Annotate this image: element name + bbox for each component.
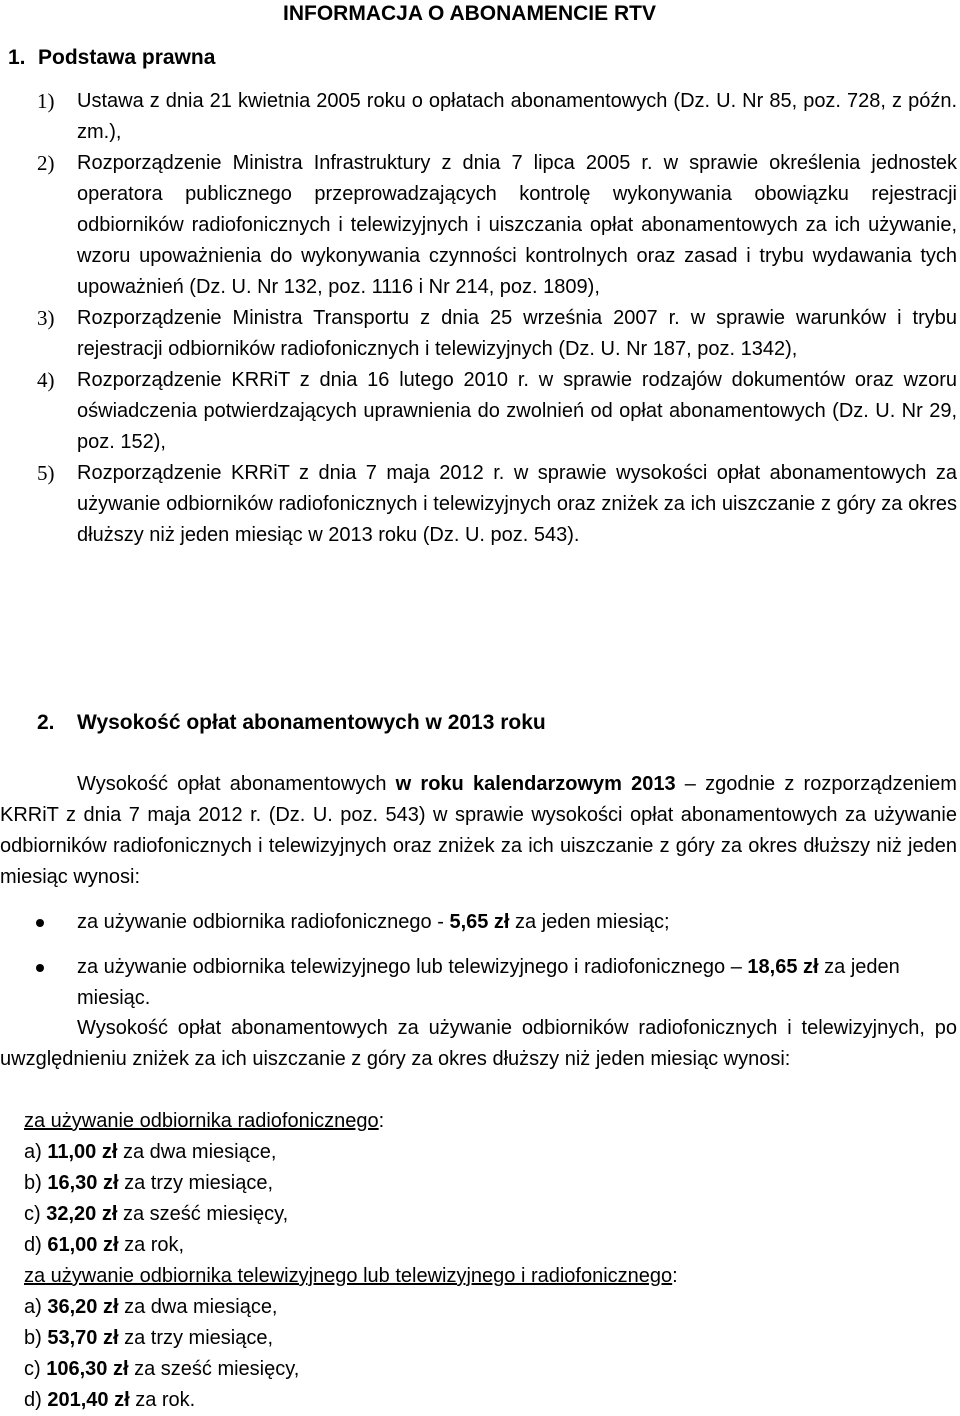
monthly-fee-tv-text bbox=[0, 952, 957, 1014]
rate-amount: 201,40 zł bbox=[47, 1389, 130, 1411]
rate-period: za sześć miesięcy, bbox=[134, 1358, 300, 1380]
section-2-heading bbox=[37, 708, 546, 738]
rate-amount: 16,30 zł bbox=[47, 1172, 119, 1194]
section-1-title: Podstawa prawna bbox=[38, 46, 216, 69]
tv-rates-heading: za używanie odbiornika telewizyjnego lub telewizyjnego i radiofonicznego: bbox=[24, 1265, 678, 1287]
legal-item-text: Rozporządzenie Ministra Infrastruktury z dnia 7 lipca 2005 r. w sprawie określenia jednostek operatora publicznego przeprowadzających kontrolę wykonywania obowiązku rejestracji odbiorników radiofonicznych i telewizyjnych i uiszczania opłat abonamentowych za ich używanie, wzoru upoważnienia do wykonywania czynności kontrolnych oraz zasad i trybu wydawania tych upoważnień (Dz. U. Nr 132, poz. 1116 i Nr 214, poz. 1809), bbox=[77, 152, 957, 298]
legal-basis-list bbox=[37, 86, 957, 551]
rate-row bbox=[24, 1354, 924, 1385]
legal-item bbox=[37, 86, 957, 148]
rate-amount: 106,30 zł bbox=[46, 1358, 129, 1380]
radio-rates-heading-text: za używanie odbiornika radiofonicznego bbox=[24, 1110, 379, 1132]
rate-period: za dwa miesiące, bbox=[124, 1296, 278, 1318]
discount-paragraph: Wysokość opłat abonamentowych za używanie odbiorników radiofonicznych i telewizyjnych, po uwzględnieniu zniżek za ich uiszczanie z góry za okres dłuższy niż jeden miesiąc wynosi: bbox=[0, 1017, 957, 1070]
rate-period: za trzy miesiące, bbox=[124, 1327, 274, 1349]
rate-letter: b) bbox=[24, 1172, 42, 1194]
legal-item bbox=[37, 303, 957, 365]
fee-period: za jeden miesiąc; bbox=[509, 911, 670, 933]
section-1-number: 1. bbox=[8, 46, 26, 69]
rate-period: za dwa miesiące, bbox=[122, 1141, 277, 1163]
tv-rates bbox=[24, 1261, 924, 1416]
legal-item bbox=[37, 365, 957, 458]
legal-item-text: Rozporządzenie KRRiT z dnia 7 maja 2012 r. w sprawie wysokości opłat abonamentowych za używanie odbiorników radiofonicznych i telewizyjnych oraz zniżek za ich uiszczanie z góry za okres dłuższy niż jeden miesiąc w 2013 roku (Dz. U. poz. 543). bbox=[77, 462, 957, 546]
monthly-fee-radio bbox=[0, 907, 957, 938]
rate-letter: d) bbox=[24, 1234, 42, 1256]
rate-row bbox=[24, 1292, 924, 1323]
legal-item bbox=[37, 458, 957, 551]
radio-rates-heading: za używanie odbiornika radiofonicznego: bbox=[24, 1110, 385, 1132]
rate-period: za sześć miesięcy, bbox=[122, 1203, 289, 1225]
rate-letter: a) bbox=[24, 1296, 42, 1318]
rate-period: za rok, bbox=[124, 1234, 185, 1256]
rate-period: za trzy miesiące, bbox=[124, 1172, 274, 1194]
rate-amount: 36,20 zł bbox=[47, 1296, 119, 1318]
rate-row bbox=[24, 1137, 924, 1168]
fees-intro-paragraph bbox=[0, 769, 957, 893]
bullet-icon bbox=[36, 964, 44, 972]
rate-letter: b) bbox=[24, 1327, 42, 1349]
legal-item-number: 2) bbox=[37, 151, 55, 175]
radio-rates bbox=[24, 1106, 924, 1261]
legal-item-text: Rozporządzenie Ministra Transportu z dnia 25 września 2007 r. w sprawie warunków i trybu rejestracji odbiorników radiofonicznych i telewizyjnych (Dz. U. Nr 187, poz. 1342), bbox=[77, 307, 957, 360]
rate-letter: c) bbox=[24, 1203, 41, 1225]
fee-label: za używanie odbiornika radiofonicznego - bbox=[77, 911, 450, 933]
legal-item-number: 4) bbox=[37, 368, 55, 392]
document-title: INFORMACJA O ABONAMENCIE RTV bbox=[283, 2, 656, 25]
legal-item-number: 1) bbox=[37, 89, 55, 113]
fee-amount: 18,65 zł bbox=[747, 956, 819, 978]
rate-period: za rok. bbox=[135, 1389, 196, 1411]
section-2-title: Wysokość opłat abonamentowych w 2013 roku bbox=[77, 711, 546, 734]
rate-letter: c) bbox=[24, 1358, 41, 1380]
rate-letter: a) bbox=[24, 1141, 42, 1163]
legal-item-text: Rozporządzenie KRRiT z dnia 16 lutego 2010 r. w sprawie rodzajów dokumentów oraz wzoru oświadczenia potwierdzających uprawnienia do zwolnień od opłat abonamentowych (Dz. U. Nr 29, poz. 152), bbox=[77, 369, 957, 453]
rate-amount: 53,70 zł bbox=[47, 1327, 119, 1349]
rate-row bbox=[24, 1323, 924, 1354]
rate-amount: 11,00 zł bbox=[47, 1141, 118, 1163]
fee-label: za używanie odbiornika telewizyjnego lub telewizyjnego i radiofonicznego – bbox=[77, 956, 748, 978]
rate-row bbox=[24, 1199, 924, 1230]
legal-item bbox=[37, 148, 957, 303]
fees-intro-text-rest: – zgodnie z rozporządzeniem KRRiT z dnia 7 maja 2012 r. (Dz. U. poz. 543) w sprawie wysokości opłat abonamentowych za używanie odbiorników radiofonicznych i telewizyjnych oraz zniżek za ich uiszczanie z góry za okres dłuższy niż jeden miesiąc wynosi: bbox=[0, 773, 957, 888]
fee-amount: 5,65 zł bbox=[449, 911, 510, 933]
legal-item-text: Ustawa z dnia 21 kwietnia 2005 roku o opłatach abonamentowych (Dz. U. Nr 85, poz. 728, z późn. zm.), bbox=[77, 90, 957, 143]
fees-intro-bold: w roku kalendarzowym 2013 bbox=[395, 773, 676, 795]
rate-row bbox=[24, 1168, 924, 1199]
rate-amount: 32,20 zł bbox=[46, 1203, 118, 1225]
rate-row bbox=[24, 1230, 924, 1261]
section-1-heading bbox=[8, 45, 215, 71]
monthly-fee-tv bbox=[0, 952, 957, 1014]
rate-letter: d) bbox=[24, 1389, 42, 1411]
fee-period: za jeden miesiąc. bbox=[77, 956, 900, 1009]
rate-amount: 61,00 zł bbox=[47, 1234, 119, 1256]
legal-item-number: 5) bbox=[37, 461, 55, 485]
rate-row bbox=[24, 1385, 924, 1416]
section-2-number: 2. bbox=[37, 711, 55, 734]
tv-rates-heading-text: za używanie odbiornika telewizyjnego lub telewizyjnego i radiofonicznego bbox=[24, 1265, 673, 1287]
legal-item-number: 3) bbox=[37, 306, 55, 330]
bullet-icon bbox=[36, 919, 44, 927]
fees-intro-text: Wysokość opłat abonamentowych bbox=[77, 773, 396, 795]
monthly-fee-radio-text bbox=[0, 907, 957, 938]
